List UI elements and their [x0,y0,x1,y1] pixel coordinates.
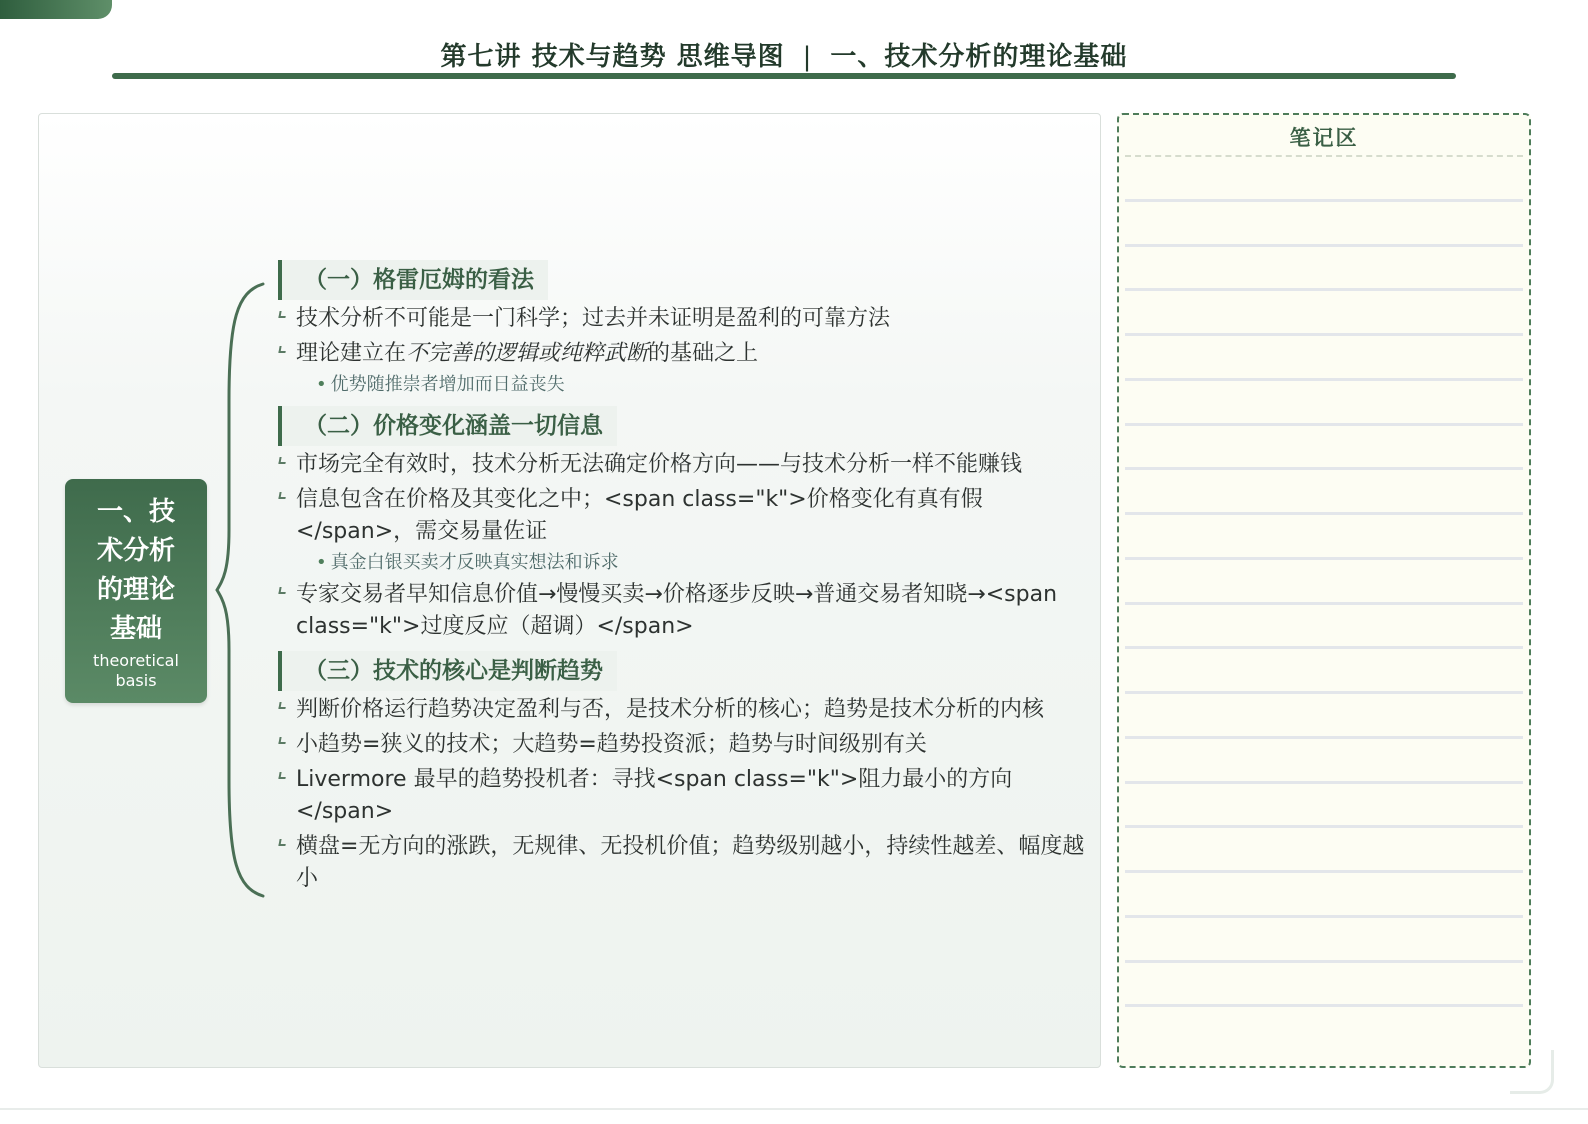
bullet-dot-icon: • [316,552,327,573]
note-line [1125,512,1523,515]
note-line [1125,557,1523,560]
page-title [112,36,1456,73]
notes-area[interactable] [1117,113,1531,1068]
bullet-dot-icon: • [316,374,327,395]
note-line [1125,870,1523,873]
branch-trend-core [278,651,1088,895]
notes-title: 笔记区 [1125,115,1523,157]
list-item [278,338,1088,370]
title-separator: | [802,42,813,72]
branch-list [278,260,1088,895]
list-item: Livermore 最早的趋势投机者：寻找<span class="k">阻力最小的方向</span> [278,764,1088,828]
list-item: 信息包含在价格及其变化之中；<span class="k">价格变化有真有假</span>，需交易量佐证 [278,484,1088,548]
bottom-divider [0,1108,1588,1110]
note-line [1125,244,1523,247]
note-line [1125,736,1523,739]
note-line [1125,467,1523,470]
list-item: 专家交易者早知信息价值→慢慢买卖→价格逐步反映→普通交易者知晓→<span class="k">过度反应（超调）</span> [278,579,1088,643]
list-item: 小趋势=狭义的技术；大趋势=趋势投资派；趋势与时间级别有关 [278,729,1088,761]
note-line [1125,691,1523,694]
note-line [1125,288,1523,291]
mind-map-panel [38,113,1101,1068]
list-item: 判断价格运行趋势决定盈利与否，是技术分析的核心；趋势是技术分析的内核 [278,694,1088,726]
lecture-title: 第七讲 技术与趋势 思维导图 [440,42,785,72]
list-item: 市场完全有效时，技术分析无法确定价格方向——与技术分析一样不能赚钱 [278,449,1088,481]
root-node-subtitle: theoretical basis [93,651,179,690]
note-line [1125,915,1523,918]
note-line [1125,423,1523,426]
note-line [1125,1004,1523,1007]
note-line [1125,781,1523,784]
branch-brace-connector [215,280,275,900]
corner-accent-tab [0,0,112,19]
note-line [1125,602,1523,605]
sub-note [278,372,1088,398]
sub-note-text: 优势随推崇者增加而日益丧失 [330,374,565,395]
branch-heading[interactable]: （一）格雷厄姆的看法 [278,260,548,300]
note-line [1125,199,1523,202]
sub-note [278,550,1088,576]
branch-heading[interactable]: （三）技术的核心是判断趋势 [278,651,617,691]
section-title: 一、技术分析的理论基础 [830,42,1128,72]
sub-note-text: 真金白银买卖才反映真实想法和诉求 [330,552,619,573]
item-text: 的基础之上 [648,341,759,366]
branch-graham [278,260,1088,398]
branch-heading[interactable]: （二）价格变化涵盖一切信息 [278,406,617,446]
note-line [1125,378,1523,381]
note-line [1125,646,1523,649]
note-line [1125,825,1523,828]
emphasized-text: 不完善的逻辑或纯粹武断 [406,341,649,366]
page-corner-decoration [1510,1050,1554,1094]
note-line [1125,960,1523,963]
list-item: 技术分析不可能是一门科学；过去并未证明是盈利的可靠方法 [278,303,1088,335]
note-line [1125,333,1523,336]
root-node[interactable] [65,479,207,703]
title-underline [112,73,1456,79]
list-item: 横盘=无方向的涨跌，无规律、无投机价值；趋势级别越小，持续性越差、幅度越小 [278,831,1088,895]
item-text: 理论建立在 [296,341,407,366]
root-node-title: 一、技术分析的理论基础 [96,497,175,644]
branch-price-info [278,406,1088,643]
